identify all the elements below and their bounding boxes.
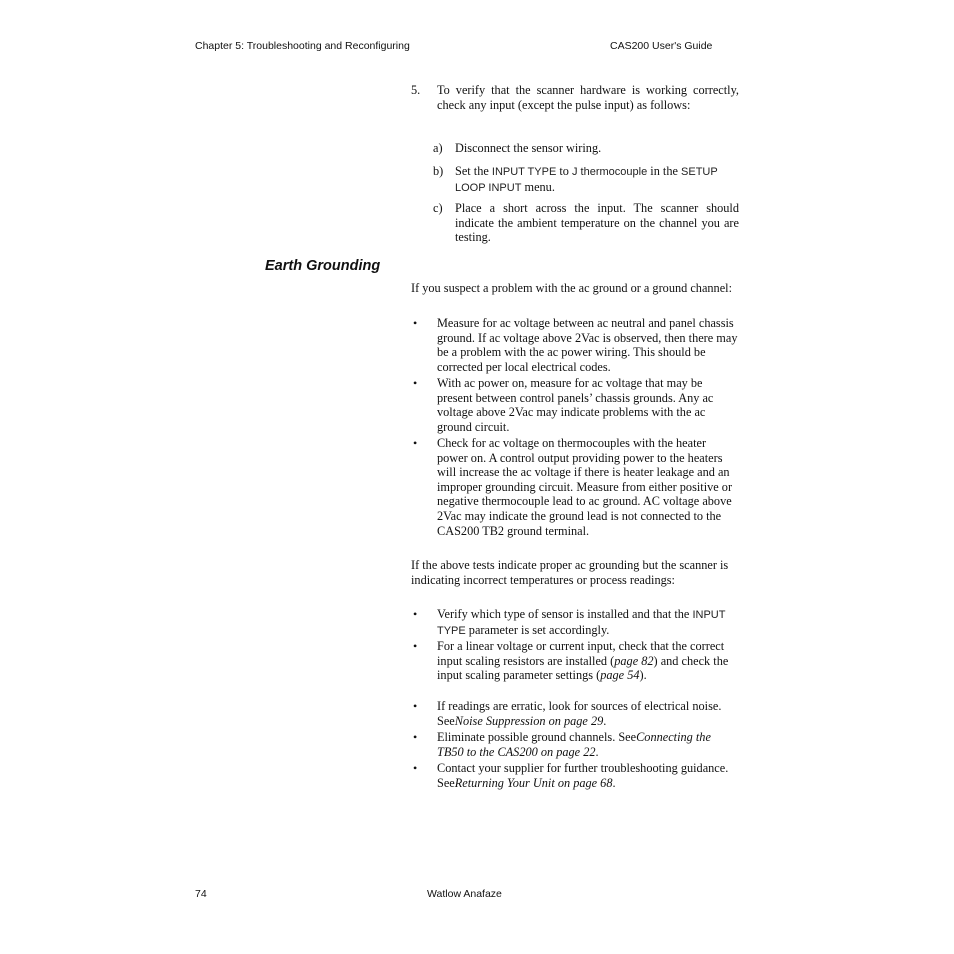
bullet-text: Eliminate possible ground channels. SeeConnecting the TB50 to the CAS200 on page 22. bbox=[437, 730, 711, 759]
bullet-marker: • bbox=[413, 436, 418, 450]
substep-text: Disconnect the sensor wiring. bbox=[455, 141, 602, 155]
bullet-marker: • bbox=[413, 761, 418, 775]
bullet-text: With ac power on, measure for ac voltage that may be present between control panels’ chassis grounds. Any ac voltage above 2Vac may indicate problems with the ac ground circuit. bbox=[437, 376, 714, 434]
bullet-text: Check for ac voltage on thermocouples with the heater power on. A control output providing power to the heaters will increase the ac voltage if there is heater leakage and an improper grounding circuit. Measure from either positive or negative thermocouple lead to ac ground. AC voltage above 2Vac may indicate the ground lead is not connected to the CAS200 TB2 ground terminal. bbox=[437, 436, 733, 538]
bullet-text: Measure for ac voltage between ac neutral and panel chassis ground. If ac voltage above 2Vac is observed, then there may be a problem with the ac power wiring. This should be corrected per local electrical codes. bbox=[437, 316, 738, 374]
running-header-chapter: Chapter 5: Troubleshooting and Reconfiguring bbox=[195, 40, 410, 52]
page-reference-link[interactable]: page 82 bbox=[614, 653, 654, 668]
ui-term: SETUP LOOP INPUT bbox=[455, 166, 718, 194]
cross-reference-link[interactable]: Returning Your Unit on page 68 bbox=[454, 775, 613, 790]
page-reference-link[interactable]: page 54 bbox=[600, 668, 640, 683]
ui-term: J thermocouple bbox=[572, 166, 648, 178]
bullet-marker: • bbox=[413, 607, 418, 621]
page-number: 74 bbox=[195, 888, 207, 900]
substep-text: Place a short across the input. The scanner should indicate the ambient temperature on the channel you are testing. bbox=[455, 201, 739, 245]
substep-letter: b) bbox=[433, 164, 444, 178]
intro-paragraph: If you suspect a problem with the ac ground or a ground channel: bbox=[411, 281, 732, 295]
bullet-text: For a linear voltage or current input, check that the correct input scaling resistors are installed (page 82) and check the input scaling parameter settings (page 54). bbox=[437, 639, 729, 683]
intro-paragraph-2: If the above tests indicate proper ac grounding but the scanner is indicating incorrect temperatures or process readings: bbox=[411, 558, 729, 587]
bullet-marker: • bbox=[413, 316, 418, 330]
bullet-text: If readings are erratic, look for sources of electrical noise. SeeNoise Suppression on page 29. bbox=[437, 699, 722, 728]
bullet-text: Verify which type of sensor is installed and that the INPUT TYPE parameter is set accordingly. bbox=[437, 607, 726, 637]
substep-letter: a) bbox=[433, 141, 443, 155]
running-header-guide: CAS200 User's Guide bbox=[610, 40, 713, 52]
bullet-text: Contact your supplier for further troubleshooting guidance. SeeReturning Your Unit on page 68. bbox=[437, 761, 729, 790]
bullet-marker: • bbox=[413, 639, 418, 653]
section-heading: Earth Grounding bbox=[265, 258, 381, 274]
step-number: 5. bbox=[411, 83, 421, 97]
bullet-marker: • bbox=[413, 730, 418, 744]
cross-reference-link[interactable]: Noise Suppression on page 29 bbox=[454, 713, 604, 728]
substep-text: Set the INPUT TYPE to J thermocouple in the SETUP LOOP INPUT menu. bbox=[455, 164, 718, 194]
footer-publisher: Watlow Anafaze bbox=[427, 888, 502, 900]
ui-term: INPUT TYPE bbox=[437, 609, 726, 637]
cross-reference-link[interactable]: Connecting the TB50 to the CAS200 on page 22 bbox=[437, 730, 711, 759]
bullet-marker: • bbox=[413, 699, 418, 713]
ui-term: INPUT TYPE bbox=[491, 166, 557, 178]
substep-letter: c) bbox=[433, 201, 443, 215]
step-text: To verify that the scanner hardware is working correctly, check any input (except the pulse input) as follows: bbox=[437, 83, 739, 112]
bullet-marker: • bbox=[413, 376, 418, 390]
